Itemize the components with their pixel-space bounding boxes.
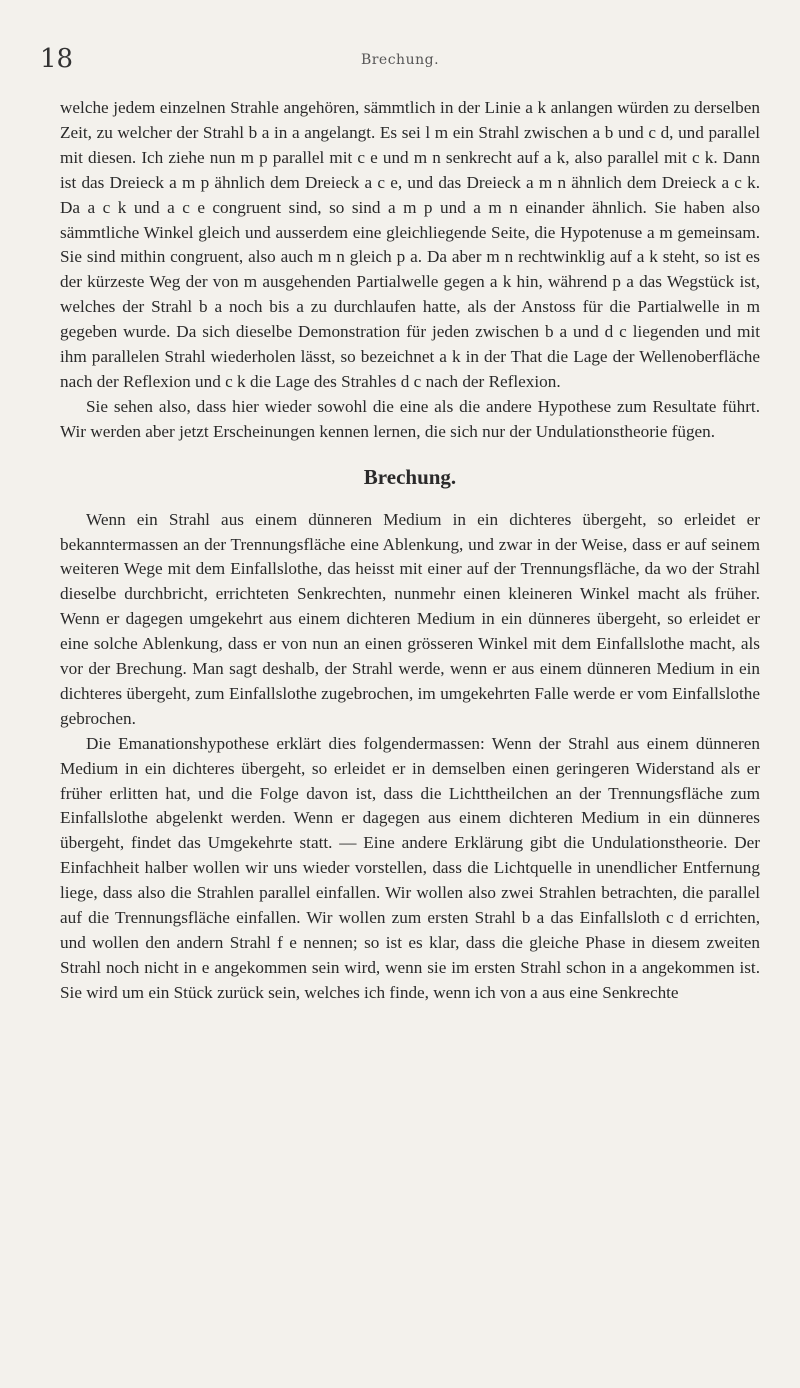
page-number: 18 (40, 44, 74, 74)
body-text (60, 96, 760, 1006)
paragraph: Sie sehen also, dass hier wieder sowohl die eine als die andere Hypothese zum Resultate führt. Wir werden aber jetzt Erscheinungen kennen lernen, die sich nur der Undulationstheorie fügen. (60, 396, 760, 441)
paragraph: welche jedem einzelnen Strahle angehören, sämmtlich in der Linie a k anlangen würden zu derselben Zeit, zu welcher der Strahl b a in a angelangt. Es sei l m ein Strahl zwischen a b und c d, und parallel mit diesen. Ich ziehe nun m p parallel mit c e und m n senkrecht auf a k, also parallel mit c k. Dann ist das Dreieck a m p ähnlich dem Dreieck a c e, und das Dreieck a m n ähnlich dem Dreieck a c k. Da a c k und a c e congruent sind, so sind a m p und a m n einander ähnlich. Sie haben also sämmtliche Winkel gleich und ausserdem eine gleichliegende Seite, die Hypotenuse a m gemeinsam. Sie sind mithin congruent, also auch m n gleich p a. Da aber m n rechtwinklig auf a k steht, so ist es der kürzeste Weg der von m ausgehenden Partialwelle gegen a k hin, während p a das Wegstück ist, welches der Strahl b a noch bis a zu durchlaufen hatte, als der Anstoss für die Partialwelle in m gegeben wurde. Da sich dieselbe Demonstration für jeden zwischen b a und d c liegenden und mit ihm parallelen Strahl wiederholen lässt, so bezeichnet a k in der That die Lage der Wellenoberfläche nach der Reflexion und c k die Lage des Strahles d c nach der Reflexion. (60, 98, 760, 391)
paragraph: Wenn ein Strahl aus einem dünneren Medium in ein dichteres übergeht, so erleidet er bekanntermassen an der Trennungsfläche eine Ablenkung, und zwar in der Weise, dass er auf seinem weiteren Wege mit dem Einfallslothe, das heisst mit einer auf der Trennungsfläche, da wo der Strahl dieselbe durchbricht, errichteten Senkrechten, nunmehr einen kleineren Winkel macht als früher. Wenn er dagegen umgekehrt aus einem dichteren Medium in ein dünneres übergeht, so erleidet er eine solche Ablenkung, dass er von nun an einen grösseren Winkel mit dem Einfallslothe macht, als vor der Brechung. Man sagt deshalb, der Strahl werde, wenn er aus einem dünneren Medium in ein dichteres übergeht, zum Einfallslothe zugebrochen, im umgekehrten Falle werde er vom Einfallslothe gebrochen. (60, 509, 760, 728)
paragraph: Die Emanationshypothese erklärt dies folgendermassen: Wenn der Strahl aus einem dünneren Medium in ein dichteres übergeht, so erleidet er in demselben einen geringeren Widerstand als er früher erlitten hat, und die Folge davon ist, dass die Lichttheilchen an der Trennungsfläche zum Einfallslothe abgelenkt werden. Wenn er dagegen aus einem dichteren Medium in ein dünneres übergeht, findet das Umgekehrte statt. — Eine andere Erklärung gibt die Undulationstheorie. Der Einfachheit halber wollen wir uns wieder vorstellen, dass die Lichtquelle in unendlicher Entfernung liege, dass also die Strahlen parallel einfallen. Wir wollen also zwei Strahlen betrachten, die parallel auf die Trennungsfläche einfallen. Wir wollen zum ersten Strahl b a das Einfallsloth c d errichten, und wollen den andern Strahl f e nennen; so ist es klar, dass die gleiche Phase in diesem zweiten Strahl noch nicht in e angekommen sein wird, wenn sie im ersten Strahl schon in a angekommen ist. Sie wird um ein Stück zurück sein, welches ich finde, wenn ich von a aus eine Senkrechte (60, 733, 760, 1002)
section-heading: Brechung. (363, 464, 457, 489)
running-title: Brechung. (360, 52, 440, 68)
